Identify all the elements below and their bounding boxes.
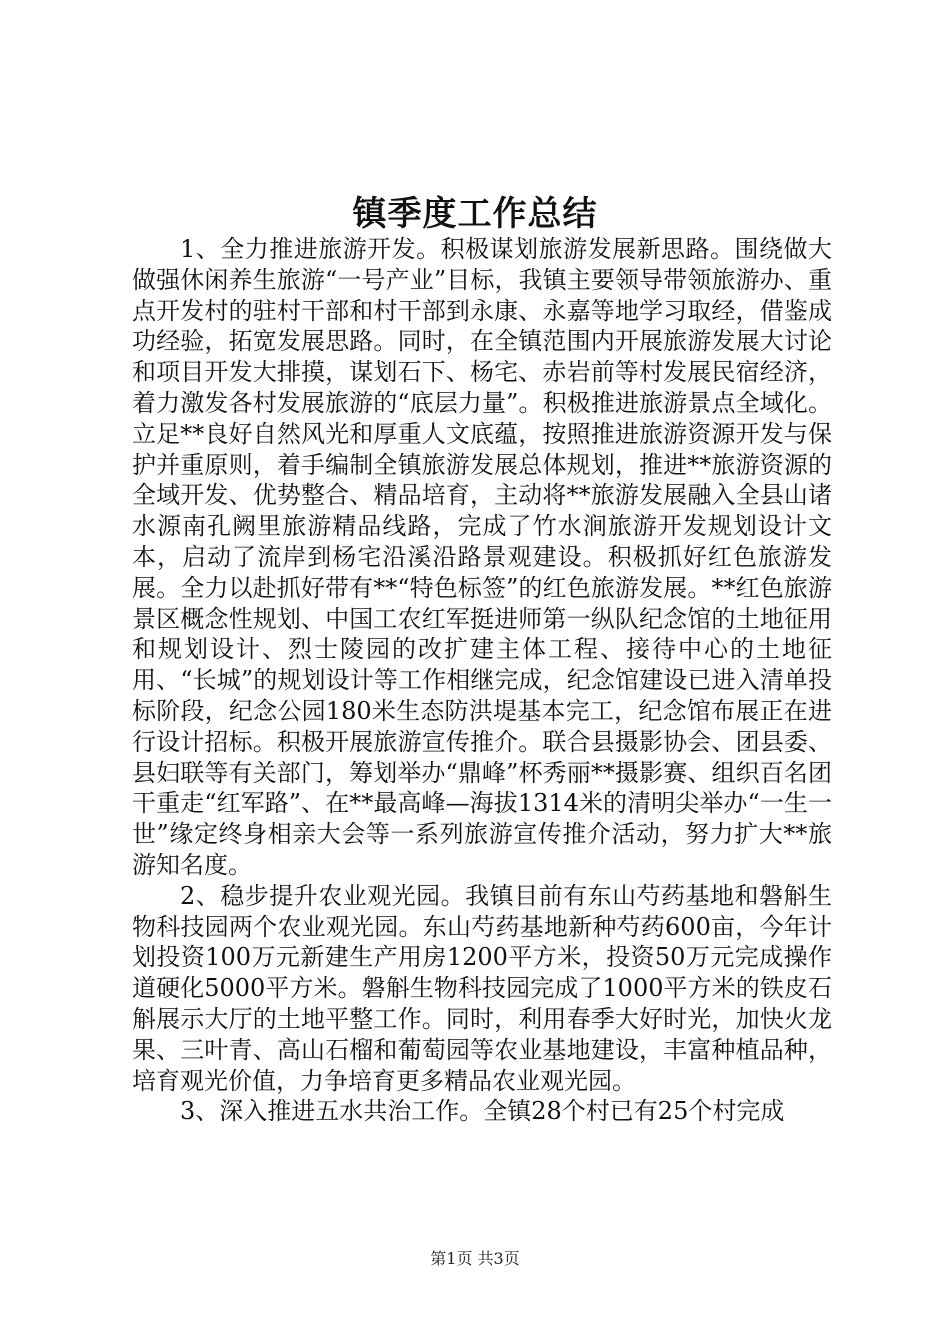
paragraph-1: 1、全力推进旅游开发。积极谋划旅游发展新思路。围绕做大做强休闲养生旅游“一号产业”目标，我镇主要领导带领旅游办、重点开发村的驻村干部和村干部到永康、永嘉等地学习取经，借鉴成功经验，拓宽发展思路。同时，在全镇范围内开展旅游发展大讨论和项目开发大排摸，谋划石下、杨宅、赤岩前等村发展民宿经济，着力激发各村发展旅游的“底层力量”。积极推进旅游景点全域化。立足**良好自然风光和厚重人文底蕴，按照推进旅游资源开发与保护并重原则，着手编制全镇旅游发展总体规划，推进**旅游资源的全域开发、优势整合、精品培育，主动将**旅游发展融入全县山诸水源南孔阙里旅游精品线路，完成了竹水涧旅游开发规划设计文本，启动了流岸到杨宅沿溪沿路景观建设。积极抓好红色旅游发展。全力以赴抓好带有**“特色标签”的红色旅游发展。**红色旅游景区概念性规划、中国工农红军挺进师第一纵队纪念馆的土地征用和规划设计、烈士陵园的改扩建主体工程、接待中心的土地征用、“长城”的规划设计等工作相继完成，纪念馆建设已进入清单投标阶段，纪念公园180米生态防洪堤基本完工，纪念馆布展正在进行设计招标。积极开展旅游宣传推介。联合县摄影协会、团县委、县妇联等有关部门，筹划举办“鼎峰”杯秀丽**摄影赛、组织百名团干重走“红军路”、在**最高峰—海拔1314米的清明尖举办“一生一世”缘定终身相亲大会等一系列旅游宣传推介活动，努力扩大**旅游知名度。 xyxy=(132,235,832,879)
paragraph-3: 3、深入推进五水共治工作。全镇28个村已有25个村完成 xyxy=(180,1097,785,1126)
document-body xyxy=(132,234,832,1127)
paragraph-2: 2、稳步提升农业观光园。我镇目前有东山芍药基地和磐斛生物科技园两个农业观光园。东山芍药基地新种芍药600亩，今年计划投资100万元新建生产用房1200平方米，投资50万元完成操作道硬化5000平方米。磐斛生物科技园完成了1000平方米的铁皮石斛展示大厅的土地平整工作。同时，利用春季大好时光，加快火龙果、三叶青、高山石榴和葡萄园等农业基地建设，丰富种植品种，培育观光价值，力争培育更多精品农业观光园。 xyxy=(132,881,832,1095)
document-title: 镇季度工作总结 xyxy=(352,194,598,234)
page-footer: 第1页 共3页 xyxy=(430,1249,520,1268)
